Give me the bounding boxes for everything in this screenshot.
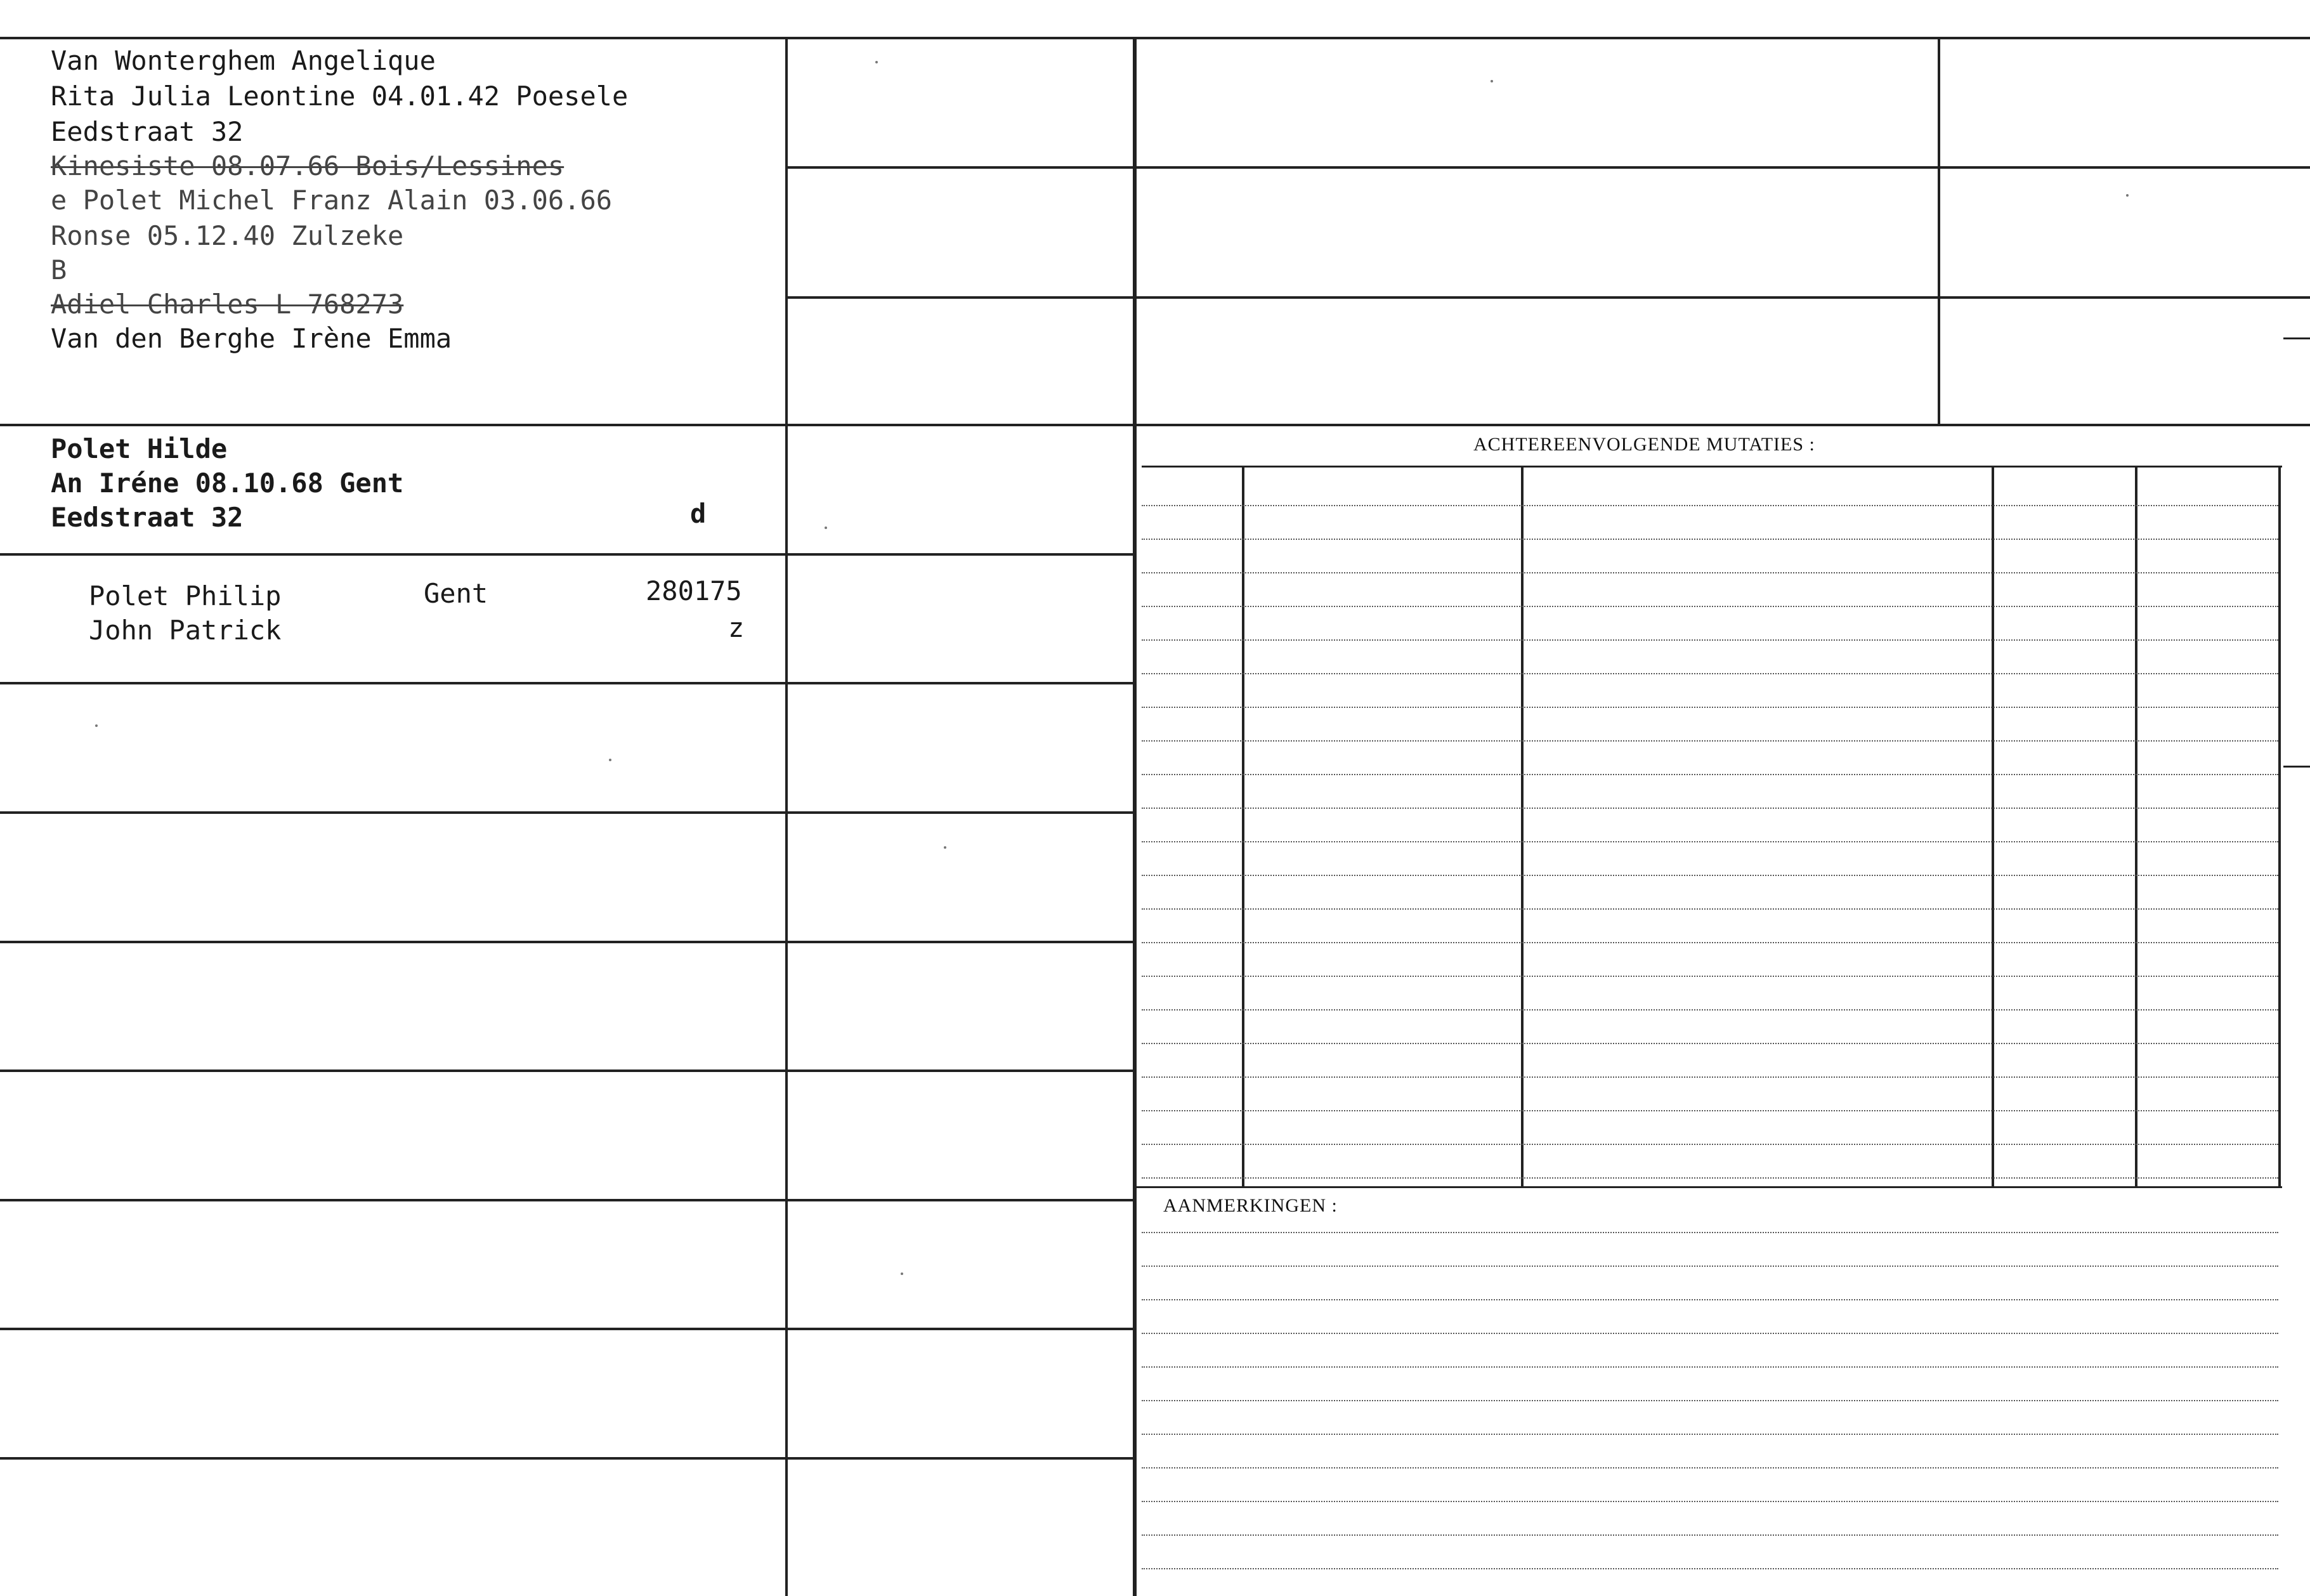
- aanmerkingen-ruled-line: [1142, 1568, 2278, 1569]
- mutaties-header: ACHTEREENVOLGENDE MUTATIES :: [1473, 434, 1815, 455]
- aanmerkingen-ruled-line: [1142, 1467, 2278, 1468]
- right-row-divider: [1135, 424, 2310, 426]
- top-border: [0, 37, 2310, 39]
- mutaties-col-line: [1521, 466, 1524, 1186]
- row-divider: [0, 1199, 1135, 1201]
- mutaties-ruled-line: [1142, 1177, 2278, 1179]
- aanmerkingen-ruled-line: [1142, 1400, 2278, 1401]
- mutaties-ruled-line: [1142, 1043, 2278, 1044]
- row-divider: [0, 941, 1135, 943]
- aanmerkingen-ruled-line: [1142, 1501, 2278, 1502]
- entry-line: Eedstraat 32: [51, 116, 244, 147]
- entry-line: Polet Philip: [89, 580, 282, 612]
- entry-line: Rita Julia Leontine 04.01.42 Poesele: [51, 81, 629, 112]
- scan-speck: [944, 846, 946, 849]
- edge-tick: [2283, 337, 2310, 339]
- mutaties-ruled-line: [1142, 639, 2278, 641]
- scan-speck: [1491, 80, 1493, 82]
- row-divider: [0, 1328, 1135, 1330]
- mutaties-col-line: [2278, 466, 2281, 1186]
- row-divider: [0, 811, 1135, 814]
- mutaties-ruled-line: [1142, 740, 2278, 742]
- aanmerkingen-ruled-line: [1142, 1232, 2278, 1233]
- row-divider: [785, 296, 1135, 299]
- aanmerkingen-ruled-line: [1142, 1266, 2278, 1267]
- mutaties-ruled-line: [1142, 841, 2278, 842]
- row-divider: [0, 1457, 1135, 1460]
- mutaties-ruled-line: [1142, 875, 2278, 876]
- entry-line: Kinesiste 08.07.66 Bois/Lessines: [51, 150, 564, 181]
- mutaties-ruled-line: [1142, 673, 2278, 674]
- aanmerkingen-ruled-line: [1142, 1366, 2278, 1368]
- entry-line: An Iréne 08.10.68 Gent: [51, 468, 404, 499]
- scan-speck: [901, 1272, 903, 1275]
- right-row-divider: [1135, 296, 2310, 299]
- scan-speck: [609, 759, 611, 761]
- scan-speck: [2126, 194, 2129, 197]
- entry-line: B: [51, 254, 67, 285]
- right-upper-divider: [1938, 39, 1940, 424]
- mutaties-col-line: [1992, 466, 1994, 1186]
- mutaties-ruled-line: [1142, 808, 2278, 809]
- row-divider: [0, 682, 1135, 684]
- mutaties-ruled-line: [1142, 1110, 2278, 1111]
- entry-line: d: [690, 498, 707, 529]
- scan-speck: [875, 61, 878, 63]
- left-column-divider: [785, 37, 788, 1596]
- row-divider: [0, 1069, 1135, 1072]
- entry-line: Eedstraat 32: [51, 502, 244, 533]
- mutaties-ruled-line: [1142, 505, 2278, 506]
- aanmerkingen-ruled-line: [1142, 1299, 2278, 1300]
- mutaties-ruled-line: [1142, 1076, 2278, 1078]
- aanmerkingen-header: AANMERKINGEN :: [1163, 1195, 1338, 1216]
- entry-line: e Polet Michel Franz Alain 03.06.66: [51, 185, 613, 216]
- entry-line: Adiel Charles L 768273: [51, 289, 404, 320]
- entry-line: John Patrick: [89, 615, 282, 646]
- mutaties-ruled-line: [1142, 908, 2278, 910]
- mutaties-col-line: [2135, 466, 2137, 1186]
- edge-tick: [2283, 766, 2310, 768]
- mutaties-ruled-line: [1142, 1009, 2278, 1011]
- aanmerkingen-ruled-line: [1142, 1434, 2278, 1435]
- entry-line: Gent: [424, 578, 488, 609]
- mutaties-top-rule: [1142, 466, 2282, 468]
- mutaties-ruled-line: [1142, 976, 2278, 977]
- entry-line: Van den Berghe Irène Emma: [51, 323, 452, 354]
- aanmerkingen-top-rule: [1135, 1186, 2282, 1188]
- mutaties-ruled-line: [1142, 539, 2278, 540]
- right-row-divider: [1135, 166, 2310, 169]
- mutaties-ruled-line: [1142, 707, 2278, 708]
- entry-line: Van Wonterghem Angelique: [51, 45, 436, 76]
- aanmerkingen-ruled-line: [1142, 1333, 2278, 1334]
- scan-speck: [825, 527, 827, 529]
- row-divider: [0, 424, 1135, 426]
- entry-line: Ronse 05.12.40 Zulzeke: [51, 220, 404, 251]
- center-spine: [1133, 37, 1137, 1596]
- row-divider: [0, 553, 1135, 556]
- mutaties-col-line: [1242, 466, 1244, 1186]
- mutaties-ruled-line: [1142, 606, 2278, 607]
- mutaties-ruled-line: [1142, 572, 2278, 573]
- aanmerkingen-ruled-line: [1142, 1534, 2278, 1536]
- mutaties-ruled-line: [1142, 1144, 2278, 1145]
- mutaties-ruled-line: [1142, 774, 2278, 775]
- scan-speck: [95, 724, 98, 727]
- entry-line: Polet Hilde: [51, 433, 228, 464]
- entry-line: 280175: [646, 575, 742, 606]
- row-divider: [785, 166, 1135, 169]
- entry-line: z: [728, 612, 745, 643]
- mutaties-ruled-line: [1142, 942, 2278, 943]
